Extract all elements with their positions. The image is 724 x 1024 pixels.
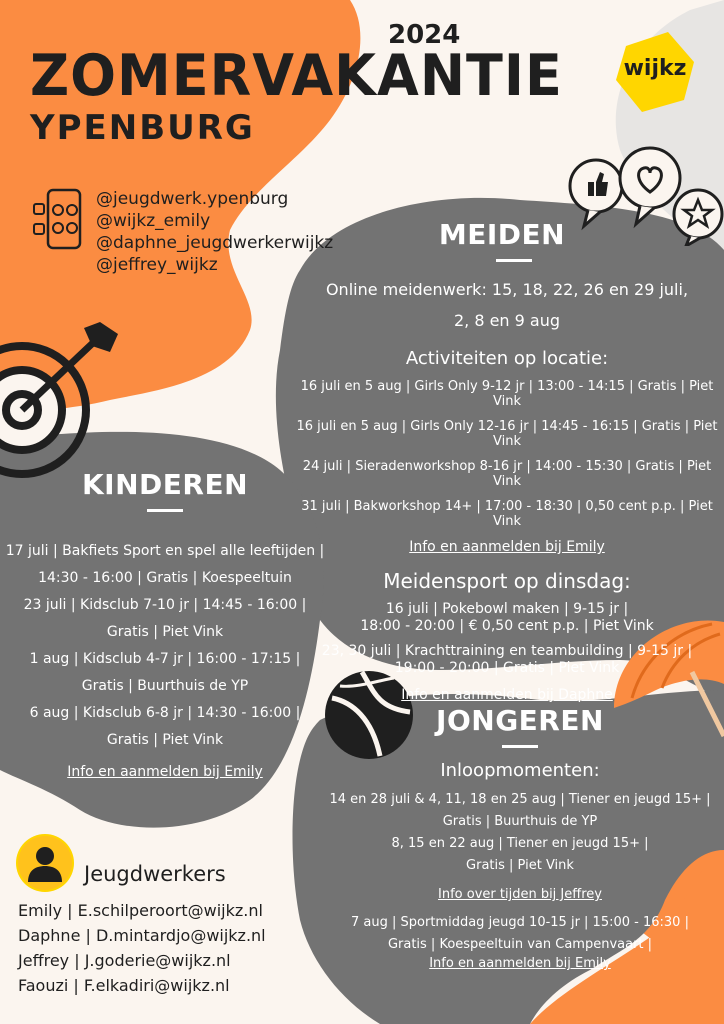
meiden-divider [496,259,532,262]
jongeren-inloop-item [320,789,720,833]
jongeren-inloop-line: 8, 15 en 22 aug | Tiener en jeugd 15+ | [391,836,649,851]
kinderen-line: 1 aug | Kidsclub 4-7 jr | 16:00 - 17:15 | [29,651,301,667]
meiden-activities-heading: Activiteiten op locatie: [405,348,609,369]
meiden-sport-line: 16 juli | Pokebowl maken | 9-15 jr | [385,601,629,617]
meiden-heading: MEIDEN [438,218,566,251]
jongeren-sport-line: Gratis | Koespeeltuin van Campenvaart | [387,937,653,952]
wijkz-logo [612,28,698,114]
meiden-activity: 16 juli en 5 aug | Girls Only 12-16 jr | 14:45 - 16:15 | Gratis | Piet Vink [296,419,718,449]
kinderen-divider [147,509,183,512]
meiden-sport-heading: Meidensport op dinsdag: [383,569,631,593]
year-label: 2024 [388,20,461,50]
jongeren-sport-item [320,912,720,956]
logo-text: wijkz [623,56,687,81]
jongeren-inloop-item [320,833,720,877]
contact-item[interactable]: Faouzi | F.elkadiri@wijkz.nl [18,976,230,995]
kinderen-line: Gratis | Buurthuis de YP [81,678,249,694]
meiden-activity: 24 juli | Sieradenworkshop 8-16 jr | 14:00 - 15:30 | Gratis | Piet Vink [302,459,712,489]
kinderen-line: 14:30 - 16:00 | Gratis | Koespeeltuin [38,570,292,586]
kinderen-heading: KINDEREN [81,468,249,501]
jongeren-divider [502,745,538,748]
meiden-online-line-2: 2, 8 en 9 aug [453,311,561,330]
meiden-section [290,218,724,703]
jongeren-inloop-line: Gratis | Buurthuis de YP [442,814,598,829]
jongeren-inloop-line: 14 en 28 juli & 4, 11, 18 en 25 aug | Tiener en jeugd 15+ | [329,792,711,807]
kinderen-section [0,468,330,780]
jongeren-section [320,704,720,971]
meiden-sport-link[interactable]: Info en aanmelden bij Daphne [401,687,613,703]
contact-item[interactable]: Emily | E.schilperoort@wijkz.nl [18,901,263,920]
contact-item[interactable]: Jeffrey | J.goderie@wijkz.nl [18,951,231,970]
kinderen-line: Gratis | Piet Vink [106,624,224,640]
meiden-activity: 16 juli en 5 aug | Girls Only 9-12 jr | 13:00 - 14:15 | Gratis | Piet Vink [300,379,714,409]
meiden-sport-line: 19:00 - 20:00 | Gratis | Piet Vink [394,660,620,676]
meiden-sport-item [290,643,724,677]
kinderen-line: 6 aug | Kidsclub 6-8 jr | 14:30 - 16:00 | [29,705,301,721]
contact-item[interactable]: Daphne | D.mintardjo@wijkz.nl [18,926,266,945]
social-handle[interactable]: @jeugdwerk.ypenburg [96,189,289,209]
kinderen-line: 23 juli | Kidsclub 7-10 jr | 14:45 - 16:00 | [23,597,307,613]
kinderen-item [0,646,330,700]
jongeren-sport-line: 7 aug | Sportmiddag jeugd 10-15 jr | 15:00 - 16:30 | [351,915,689,930]
jongeren-heading: JONGEREN [436,704,604,737]
jongeren-inloop-link[interactable]: Info over tijden bij Jeffrey [438,887,602,902]
kinderen-link[interactable]: Info en aanmelden bij Emily [67,764,263,780]
meiden-sport-line: 23, 30 juli | Krachttraining en teambuilding | 9-15 jr | [321,643,693,659]
kinderen-item [0,538,330,592]
meiden-sport-line: 18:00 - 20:00 | € 0,50 cent p.p. | Piet Vink [360,618,654,634]
page-subtitle: YPENBURG [30,108,255,148]
meiden-sport-item [290,601,724,635]
meiden-activities-link[interactable]: Info en aanmelden bij Emily [409,539,605,555]
jongeren-inloop-line: Gratis | Piet Vink [466,858,574,873]
jeugdwerkers-heading: Jeugdwerkers [84,862,226,886]
kinderen-item [0,592,330,646]
kinderen-line: 17 juli | Bakfiets Sport en spel alle leeftijden | [5,543,325,559]
meiden-activity: 31 juli | Bakworkshop 14+ | 17:00 - 18:30 | 0,50 cent p.p. | Piet Vink [301,499,713,529]
avatar [16,834,74,896]
kinderen-line: Gratis | Piet Vink [106,732,224,748]
social-handle[interactable]: @daphne_jeugdwerkerwijkz [96,233,334,253]
social-handle[interactable]: @jeffrey_wijkz [96,255,218,275]
kinderen-item [0,700,330,754]
page-title: ZOMERVAKANTIE [30,42,563,109]
social-handle[interactable]: @wijkz_emily [96,211,211,231]
meiden-online-line-1: Online meidenwerk: 15, 18, 22, 26 en 29 juli, [325,280,689,299]
jongeren-sub-heading: Inloopmomenten: [440,760,600,781]
jeugdwerkers-contacts [18,898,266,998]
jongeren-sport-link[interactable]: Info en aanmelden bij Emily [429,956,611,971]
person-icon [16,834,74,892]
social-media-icon [28,186,94,256]
